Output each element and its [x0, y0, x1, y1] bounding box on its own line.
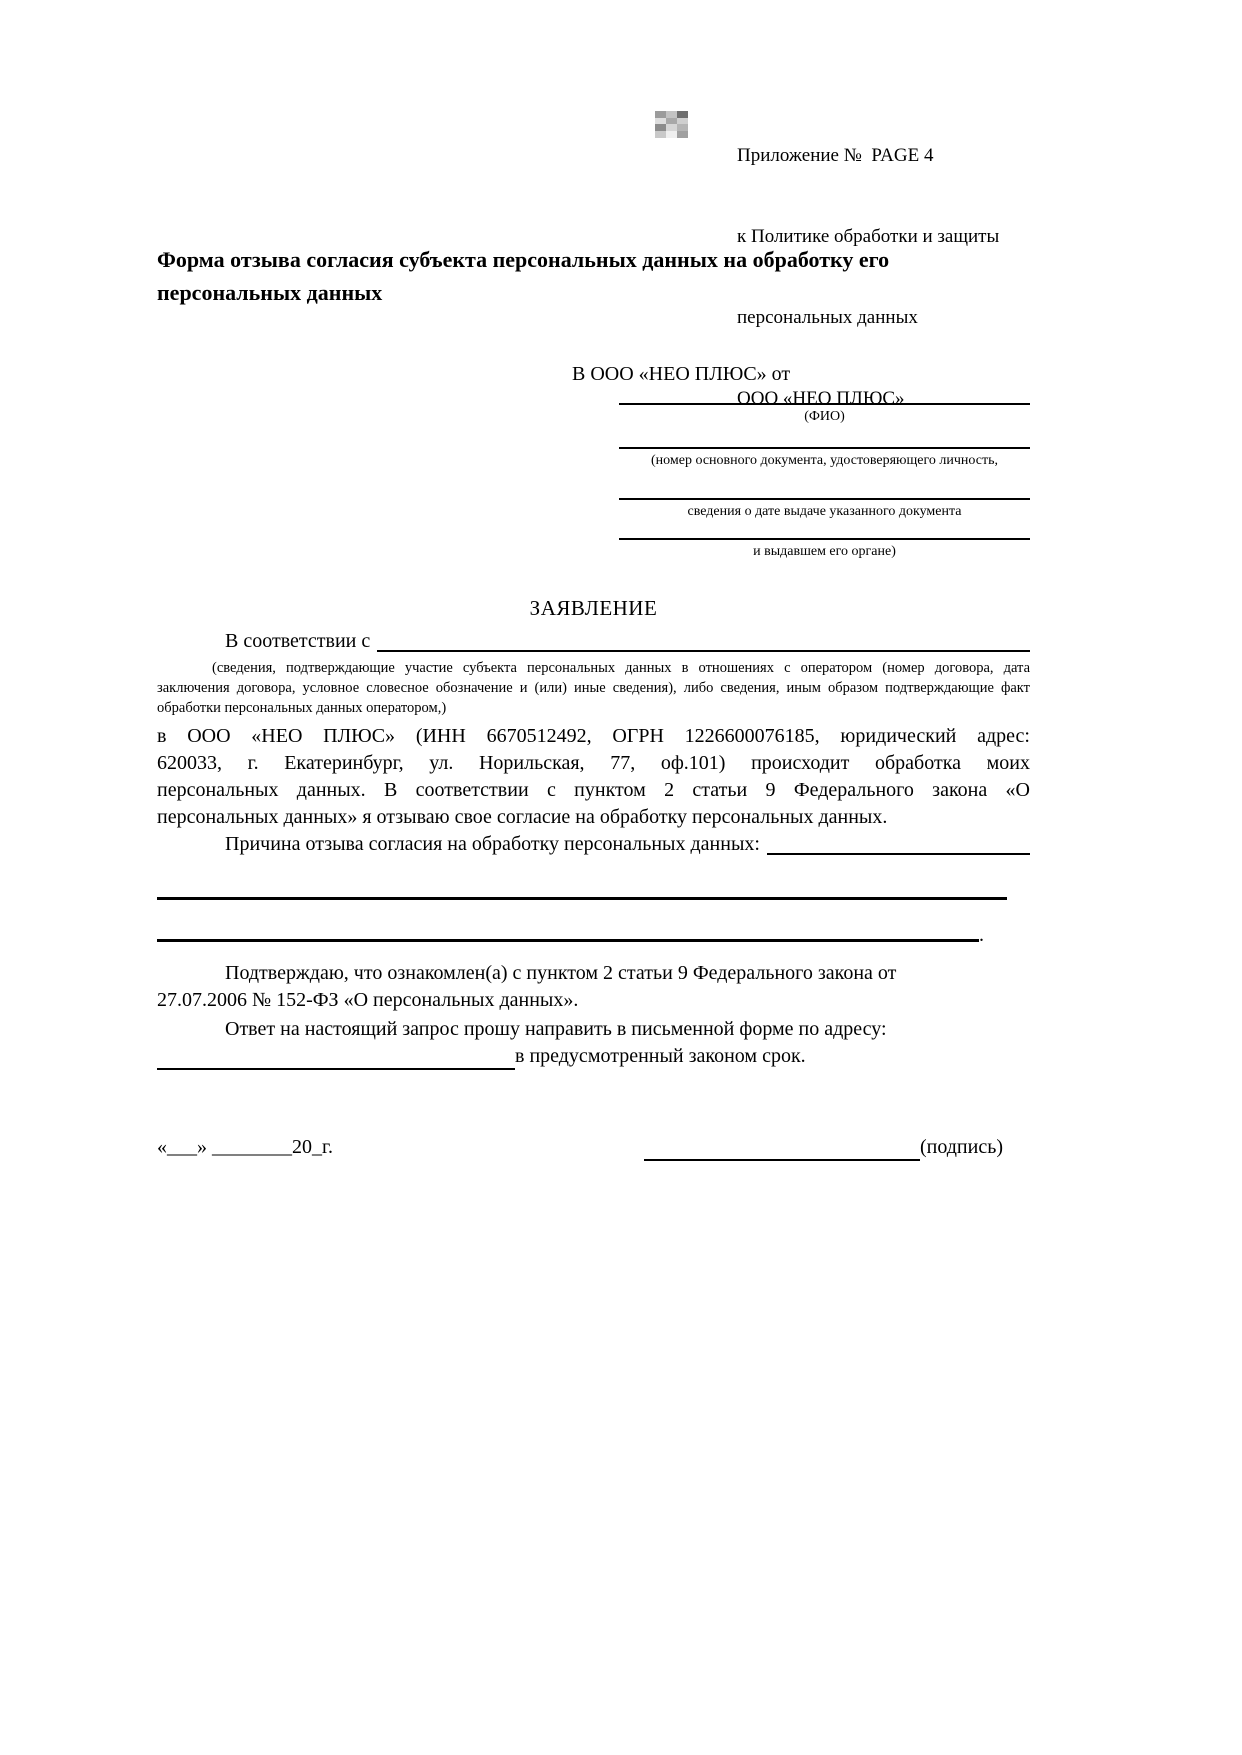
issuing-authority-caption: и выдавшем его органе)	[753, 544, 896, 559]
confirmation-line: Подтверждаю, что ознакомлен(а) с пунктом 2 статьи 9 Федерального закона от	[225, 962, 897, 984]
main-paragraph-line: 620033, г. Екатеринбург, ул. Норильская, 77, оф.101) происходит обработка моих	[157, 752, 1030, 774]
main-paragraph	[157, 723, 1030, 831]
document-number-caption: (номер основного документа, удостоверяющего личность,	[651, 453, 998, 468]
main-paragraph-line: в ООО «НЕО ПЛЮС» (ИНН 6670512492, ОГРН 1226600076185, юридический адрес:	[157, 725, 1030, 747]
reason-row	[157, 831, 1030, 858]
reason-label: Причина отзыва согласия на обработку персональных данных:	[225, 833, 760, 855]
main-paragraph-line: персональных данных. В соответствии с пунктом 2 статьи 9 Федерального закона «О	[157, 779, 1030, 801]
reason-blank-line	[767, 831, 1030, 855]
sentence-period: .	[979, 924, 984, 946]
intro-footnote-line: (сведения, подтверждающие участие субъекта персональных данных в отношениях с оператором (номер договора, дата	[212, 660, 1030, 676]
appendix-header-line: Приложение № PAGE 4	[737, 145, 934, 166]
reply-address-row	[157, 1043, 1030, 1070]
confirmation-paragraph	[157, 960, 1030, 1014]
date-blank: «___» ________20_г.	[157, 1136, 333, 1158]
appendix-header-line: к Политике обработки и защиты	[737, 226, 1000, 247]
reply-paragraph	[157, 1016, 1030, 1070]
statement-heading: ЗАЯВЛЕНИЕ	[529, 596, 658, 620]
document-content	[157, 0, 1030, 1161]
intro-footnote-line: обработки персональных данных оператором,)	[157, 700, 447, 716]
confirmation-line: 27.07.2006 № 152-ФЗ «О персональных данных».	[157, 989, 579, 1011]
document-title: Форма отзыва согласия субъекта персональных данных на обработку его персональных данных	[157, 247, 890, 305]
document-number-field	[619, 447, 1030, 469]
date-signature-row	[157, 1134, 1030, 1161]
signature-group	[644, 1134, 1003, 1161]
intro-footnote	[157, 658, 1030, 718]
addressee-block	[572, 361, 1030, 560]
intro-prefix: В соответствии с	[225, 630, 371, 652]
fio-field	[619, 403, 1030, 425]
reply-address-blank-line	[157, 1046, 515, 1070]
issue-date-caption: сведения о дате выдаче указанного документа	[687, 504, 962, 519]
reason-continuation-blank-line	[157, 939, 979, 942]
intro-footnote-line: заключения договора, условное словесное обозначение и (или) иные сведения), либо сведения, иным образом подтверждающие факт	[157, 680, 1030, 696]
issuing-authority-field	[619, 538, 1030, 560]
appendix-header-line: ООО «НЕО ПЛЮС»	[737, 388, 905, 409]
intro-blank-line	[377, 628, 1030, 652]
appendix-header-line: персональных данных	[737, 307, 918, 328]
fio-caption: (ФИО)	[804, 409, 845, 424]
reply-suffix: в предусмотренный законом срок.	[515, 1045, 806, 1067]
intro-row	[157, 628, 1030, 655]
addressee-to-line: В ООО «НЕО ПЛЮС» от	[572, 363, 791, 385]
issue-date-field	[619, 498, 1030, 520]
signature-blank-line	[644, 1137, 920, 1161]
reply-line: Ответ на настоящий запрос прошу направить в письменной форме по адресу:	[225, 1018, 887, 1040]
main-paragraph-line: персональных данных» я отзываю свое согласие на обработку персональных данных.	[157, 806, 888, 828]
signature-caption: (подпись)	[919, 1136, 1003, 1158]
reason-continuation-blank-line	[157, 897, 1007, 900]
reason-continuation-row	[157, 924, 1030, 946]
